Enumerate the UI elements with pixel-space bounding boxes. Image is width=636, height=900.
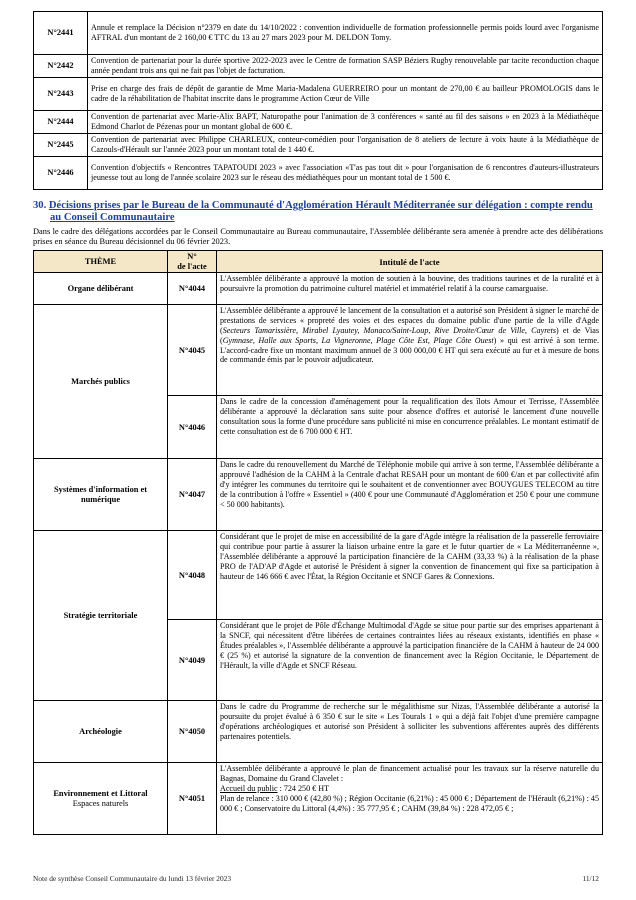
theme-cell: Stratégie territoriale — [34, 531, 168, 701]
decision-number: N°2443 — [34, 78, 88, 111]
acte-number: N°4046 — [168, 396, 217, 459]
table-row — [34, 12, 603, 55]
theme-cell: Environnement et Littoral Espaces naturels — [34, 763, 168, 835]
section-heading — [33, 200, 603, 225]
section-title: Décisions prises par le Bureau de la Communauté d'Agglomération Hérault Méditerranée sur délégation : compte rendu au Conseil Communautaire — [48, 200, 593, 224]
decision-text: Convention d'objectifs « Rencontres TAPATOUDI 2023 » avec l'association «T'as pas tout dit » pour l'organisation de 6 rencontres d'auteurs-illustrateurs jeunesse tout au long de l'année scolaire 2023 sur le réseau des médiathèques pour un montant total de 1 500 €. — [88, 157, 603, 190]
page-number: 11/12 — [582, 874, 599, 883]
acte-text: L'Assemblée délibérante a approuvé la motion de soutien à la bouvine, des traditions taurines et de la ruralité et à poursuivre la promotion du patrimoine culturel matériel et immatériel relatif à la course camarguaise. — [217, 273, 603, 305]
section-intro: Dans le cadre des délégations accordées par le Conseil Communautaire au Bureau communautaire, l'Assemblée délibérante sera amenée à prendre acte des délibérations prises en séance du Bureau décisionnel du 06 février 2023. — [33, 226, 603, 247]
theme-cell: Systèmes d'information et numérique — [34, 459, 168, 531]
bureau-decisions-table — [33, 250, 603, 835]
decision-number: N°2445 — [34, 134, 88, 157]
table-row — [34, 763, 603, 835]
section-number: 30. — [33, 200, 47, 211]
decision-text: Prise en charge des frais de dépôt de garantie de Mme Maria-Madalena GUERREIRO pour un montant de 270,00 € au bailleur PROMOLOGIS dans le cadre de la réhabilitation de l'habitat inscrite dans le programme Action Cœur de Ville — [88, 78, 603, 111]
decision-text: Convention de partenariat pour la durée sportive 2022-2023 avec le Centre de formation SASP Béziers Rugby renouvelable par tacite reconduction chaque année pendant trois ans qui ne fait pas l'objet de facturation. — [88, 55, 603, 78]
table-header-row — [34, 251, 603, 273]
acte-text: L'Assemblée délibérante a approuvé le plan de financement actualisé pour les travaux sur la réserve naturelle du Bagnas, Domaine du Grand Clavelet : Accueil du public : 724 250 € HT Plan de relance : 310 000 € (42,80 %) ; Région Occitanie (6,21%) : 45 000 € ; Département de l'Hérault (6,21%) : 45 000 € ; Conservatoire du Littoral (4,4%) : 35 777,95 € ; CAHM (39,84 %) : 228 472,05 € ; — [217, 763, 603, 835]
decision-number: N°2444 — [34, 111, 88, 134]
table-row — [34, 111, 603, 134]
header-theme: THÈME — [34, 251, 168, 273]
acte-text: L'Assemblée délibérante a approuvé le lancement de la consultation et a autorisé son Président à signer le marché de prestations de services « propreté des voies et des espaces du domaine public d'une partie de la ville d'Agde (Secteurs Tamarissière, Mirabel Lyautey, Monaco/Saint-Loup, Rive Droite/Cœur de Ville, Cayrets) et de Vias (Gymnase, Halle aux Sports, La Vigneronne, Plage Côte Est, Plage Côte Ouest) » qui est arrivé à son terme. L'accord-cadre fixe un montant maximum annuel de 3 000 000,00 € HT qui sera exécuté au fur et à mesure de bons de commande émis par le pouvoir adjudicateur. — [217, 305, 603, 396]
theme-cell: Archéologie — [34, 701, 168, 763]
table-row — [34, 55, 603, 78]
acte-number: N°4044 — [168, 273, 217, 305]
table-row — [34, 305, 603, 396]
theme-subtitle: Espaces naturels — [72, 798, 129, 808]
decision-number: N°2446 — [34, 157, 88, 190]
table-row — [34, 459, 603, 531]
decision-number: N°2441 — [34, 12, 88, 55]
acte-text: Dans le cadre du Programme de recherche sur le mégalithisme sur Nizas, l'Assemblée délibérante a autorisé la poursuite du projet évalué à 6 350 € sur le site « Les Tourals 1 » qui a déjà fait l'objet d'une première campagne d'opérations archéologiques et autorisé son Président à solliciter les subventions afférentes auprès des différents partenaires potentiels. — [217, 701, 603, 763]
acte-number: N°4049 — [168, 620, 217, 701]
acte-number: N°4050 — [168, 701, 217, 763]
theme-cell: Marchés publics — [34, 305, 168, 459]
decision-number: N°2442 — [34, 55, 88, 78]
header-acte: N° de l'acte — [168, 251, 217, 273]
table-row — [34, 134, 603, 157]
decision-text: Convention de partenariat avec Philippe CHARLEUX, conteur-comédien pour l'organisation de 8 ateliers de lecture à voix haute à la Médiathèque de Cazouls-d'Hérault sur l'année 2023 pour un montant total de 1 440 €. — [88, 134, 603, 157]
acte-text: Dans le cadre du renouvellement du Marché de Téléphonie mobile qui arrive à son terme, l'Assemblée délibérante a approuvé l'adhésion de la CAHM à la Centrale d'achat RESAH pour un montant de 600 €/an et par collectivité afin d'y intégrer les communes du territoire qui le souhaitent et de conventionner avec BOUYGUES TELECOM au titre de la contribution à l'offre « Essentiel » (400 € pour une Communauté d'Agglomération et 250 € pour une commune < 50 000 habitants). — [217, 459, 603, 531]
footer-left-text: Note de synthèse Conseil Communautaire du lundi 13 février 2023 — [33, 874, 232, 883]
acte-text: Considérant que le projet de Pôle d'Échange Multimodal d'Agde se situe pour partie sur des emprises appartenant à la SNCF, qui nécessitent d'être libérées de certaines contraintes liées au réseaux existants, identifiés en phase « Études préalables », l'Assemblée délibérante a approuvé la participation financière de la CAHM à hauteur de 24 000 € (25 %) et autorisé la signature de la convention de financement avec la Région Occitanie, le Département de l'Hérault, la ville d'Agde et SNCF Réseau. — [217, 620, 603, 701]
acte-number: N°4047 — [168, 459, 217, 531]
acte-number: N°4051 — [168, 763, 217, 835]
decision-text: Convention de partenariat avec Marie-Alix BAPT, Naturopathe pour l'animation de 3 conférences « santé au fil des saisons » en 2023 à la Médiathèque Edmond Charlot de Pézenas pour un montant global de 600 €. — [88, 111, 603, 134]
table-row — [34, 531, 603, 620]
decisions-table — [33, 11, 603, 190]
table-row — [34, 273, 603, 305]
header-intitule: Intitulé de l'acte — [217, 251, 603, 273]
table-row — [34, 78, 603, 111]
page-footer — [33, 874, 603, 883]
decision-text: Annule et remplace la Décision n°2379 en date du 14/10/2022 : convention individuelle de formation professionnelle permis poids lourd avec l'organisme AFTRAL d'un montant de 2 160,00 € TTC du 13 au 27 mars 2023 pour M. DELDON Tomy. — [88, 12, 603, 55]
document-page — [33, 11, 603, 835]
table-row — [34, 701, 603, 763]
acte-number: N°4045 — [168, 305, 217, 396]
table-row — [34, 157, 603, 190]
acte-text: Dans le cadre de la concession d'aménagement pour la requalification des îlots Amour et Terrisse, l'Assemblée délibérante a approuvé la déclaration sans suite pour absence d'offres et autorisé le lancement d'une nouvelle consultation sous la forme d'une procédure sans publicité ni mise en concurrence préalables. Le montant estimatif de cette consultation est de 6 700 000 € HT. — [217, 396, 603, 459]
acte-number: N°4048 — [168, 531, 217, 620]
acte-text: Considérant que le projet de mise en accessibilité de la gare d'Agde intègre la réalisation de la passerelle ferroviaire qui contribue pour partie à assurer la liaison urbaine entre la gare et le futur quartier de « La Méditerranéenne », l'Assemblée délibérante a approuvé la participation financière de la CAHM (33,33 %) à la réalisation de la phase PRO de l'AD'AP d'Agde et autorisé le Président à signer la convention de financement qui fixe sa participation à hauteur de 146 666 € avec l'État, la Région Occitanie et SNCF Gares & Connexions. — [217, 531, 603, 620]
theme-cell: Organe délibérant — [34, 273, 168, 305]
